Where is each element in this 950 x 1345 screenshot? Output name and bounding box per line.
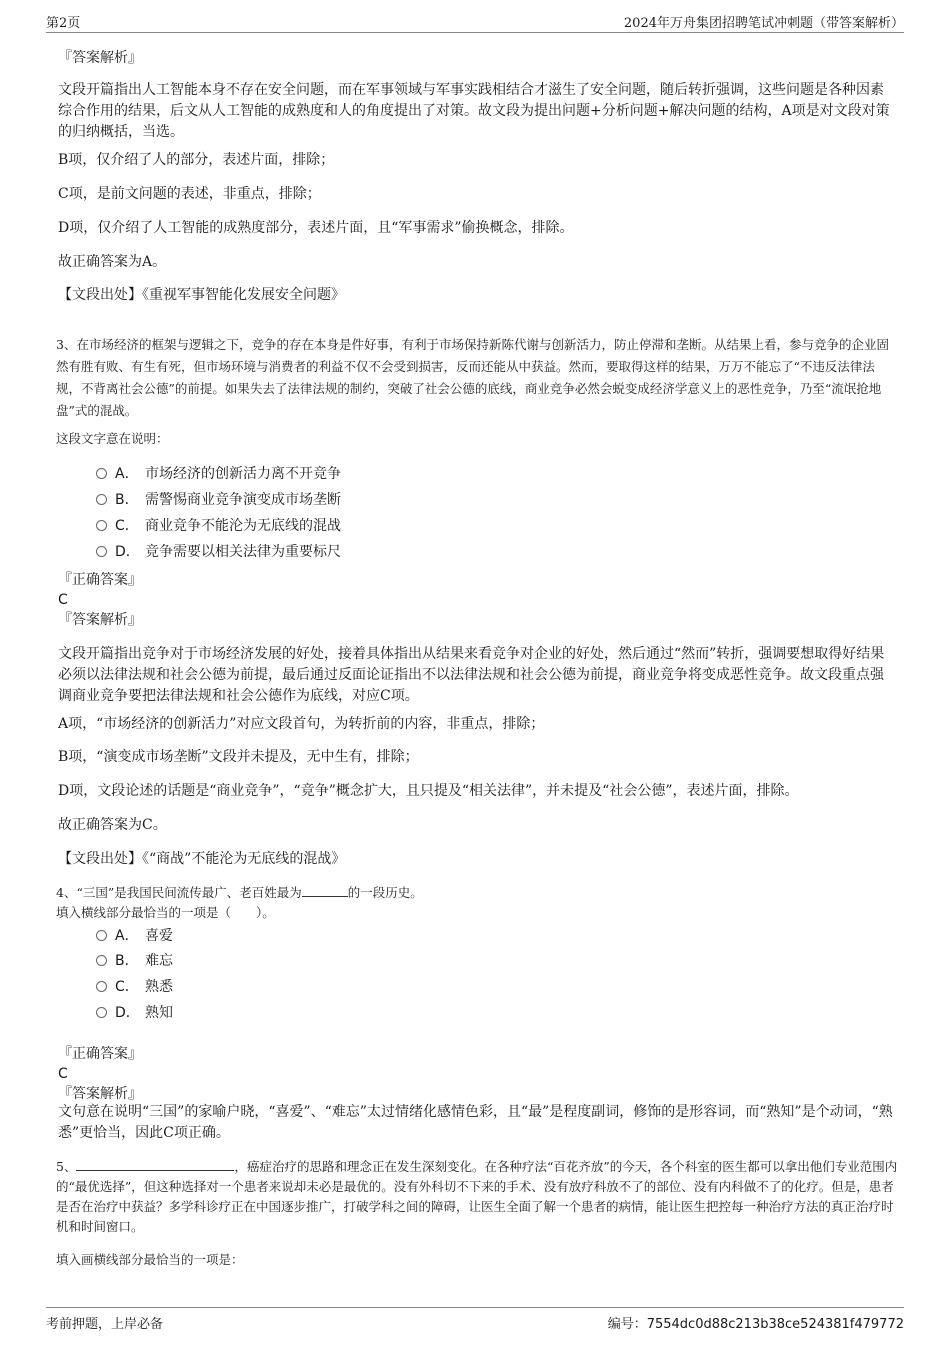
q3-source: 【文段出处】《“商战”不能沦为无底线的混战》: [58, 851, 346, 867]
q2-option-c-note: C项，是前文问题的表述，非重点，排除；: [58, 186, 321, 202]
q3-answer: C: [58, 592, 68, 608]
q4-option-d[interactable]: D． 熟知: [96, 1003, 173, 1023]
q3-option-a-note: A项，“市场经济的创新活力”对应文段首句，为转折前的内容，非重点，排除；: [58, 716, 545, 732]
page-number: 第2页: [46, 16, 81, 31]
q3-analysis-label: 『答案解析』: [58, 612, 142, 628]
q2-conclusion: 故正确答案为A。: [58, 254, 167, 270]
q2-option-b-note: B项，仅介绍了人的部分，表述片面，排除；: [58, 152, 335, 168]
page-header: [46, 12, 904, 32]
radio-icon[interactable]: [96, 468, 107, 479]
document-code: 编号：7554dc0d88c213b38ce524381f479772: [607, 1317, 904, 1332]
q4-option-c[interactable]: C． 熟悉: [96, 977, 173, 997]
q4-analysis: 文句意在说明“三国”的家喻户晓，“喜爱”、“难忘”太过情绪化感情色彩，且“最”是程度副词，修饰的是形容词，而“熟知”是个动词，“熟悉”更恰当，因此C项正确。: [58, 1104, 893, 1141]
q3-analysis: 文段开篇指出竞争对于市场经济发展的好处，接着具体指出从结果来看竞争对企业的好处，然后通过“然而”转折，强调要想取得好结果必须以法律法规和社会公德为前提，最后通过反面论证指出不以法律法规和社会公德为前提，商业竞争将变成恶性竞争。故文段重点强调商业竞争要把法律法规和社会公德作为底线，对应C项。: [58, 646, 885, 704]
q4-prompt: 填入横线部分最恰当的一项是（ ）。: [56, 905, 275, 920]
q4-analysis-label: 『答案解析』: [58, 1086, 142, 1102]
q2-analysis-label: 『答案解析』: [58, 50, 142, 66]
q5-blank: [76, 1156, 234, 1171]
footer-slogan: 考前押题，上岸必备: [46, 1317, 164, 1332]
radio-icon[interactable]: [96, 955, 107, 966]
document-title: 2024年万舟集团招聘笔试冲刺题（带答案解析）: [623, 16, 904, 31]
q3-option-b-note: B项，“演变成市场垄断”文段并未提及，无中生有，排除；: [58, 749, 419, 765]
footer-divider: [46, 1307, 904, 1308]
q3-option-a[interactable]: A． 市场经济的创新活力离不开竞争: [96, 464, 341, 484]
q5-prompt: 填入画横线部分最恰当的一项是：: [56, 1252, 244, 1267]
header-divider: [46, 32, 904, 33]
q3-prompt: 这段文字意在说明：: [56, 431, 169, 446]
q3-option-b[interactable]: B． 需警惕商业竞争演变成市场垄断: [96, 490, 341, 510]
q4-option-b[interactable]: B． 难忘: [96, 951, 173, 971]
q2-source: 【文段出处】《重视军事智能化发展安全问题》: [58, 287, 345, 303]
q4-stem: 4、“三国”是我国民间流传最广、老百姓最为 的一段历史。: [56, 882, 898, 904]
q3-option-c[interactable]: C． 商业竞争不能沦为无底线的混战: [96, 516, 341, 536]
q5-stem: 5、 ，癌症治疗的思路和理念正在发生深刻变化。在各种疗法“百花齐放”的今天，各个科室的医生都可以拿出他们专业范围内的“最优选择”，但这种选择对一个患者来说却未必是最优的。没有外科切不下来的手术、没有放疗科放不了的部位、没有内科做不了的化疗。但是，患者是否在治疗中获益？多学科诊疗正在中国逐步推广，打破学科之间的障碍，让医生全面了解一个患者的病情，能让医生把控每一种治疗方法的真正治疗时机和时间窗口。: [56, 1156, 898, 1237]
q3-answer-label: 『正确答案』: [58, 572, 142, 588]
radio-icon[interactable]: [96, 494, 107, 505]
q4-answer-label: 『正确答案』: [58, 1046, 142, 1062]
q2-option-d-note: D项，仅介绍了人工智能的成熟度部分，表述片面，且“军事需求”偷换概念，排除。: [58, 220, 574, 236]
q4-answer: C: [58, 1066, 68, 1082]
radio-icon[interactable]: [96, 981, 107, 992]
q3-option-d[interactable]: D． 竞争需要以相关法律为重要标尺: [96, 542, 341, 562]
radio-icon[interactable]: [96, 520, 107, 531]
q2-analysis: 文段开篇指出人工智能本身不存在安全问题，而在军事领域与军事实践相结合才滋生了安全问题，随后转折强调，这些问题是各种因素综合作用的结果，后文从人工智能的成熟度和人的角度提出了对策。故文段为提出问题+分析问题+解决问题的结构，A项是对文段对策的归纳概括，当选。: [58, 82, 890, 140]
q3-option-d-note: D项，文段论述的话题是“商业竞争”，“竞争”概念扩大，且只提及“相关法律”，并未提及“社会公德”，表述片面，排除。: [58, 783, 799, 799]
q3-conclusion: 故正确答案为C。: [58, 817, 167, 833]
radio-icon[interactable]: [96, 546, 107, 557]
q3-stem: 3、在市场经济的框架与逻辑之下，竞争的存在本身是件好事，有利于市场保持新陈代谢与创新活力，防止停滞和垄断。从结果上看，参与竞争的企业固然有胜有败、有生有死，但市场环境与消费者的利益不仅不会受到损害，反而还能从中获益。然而，要取得这样的结果，万万不能忘了“不违反法律法规，不背离社会公德”的前提。如果失去了法律法规的制约，突破了社会公德的底线，商业竞争必然会蜕变成经济学意义上的恶性竞争，乃至“流氓抢地盘”式的混战。: [56, 337, 889, 418]
radio-icon[interactable]: [96, 1007, 107, 1018]
q4-option-a[interactable]: A． 喜爱: [96, 926, 173, 946]
q4-blank: [302, 882, 348, 897]
radio-icon[interactable]: [96, 930, 107, 941]
